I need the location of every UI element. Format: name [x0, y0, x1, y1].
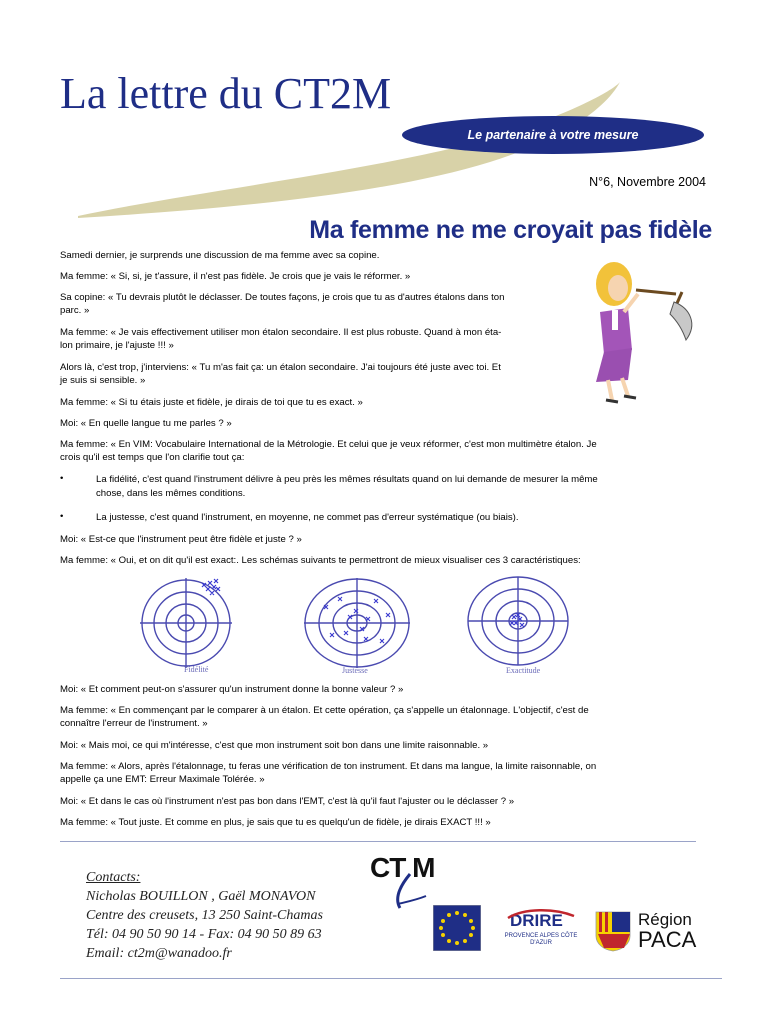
target-justesse	[304, 578, 410, 668]
article-headline: Ma femme ne me croyait pas fidèle	[309, 216, 712, 244]
paragraph-9: Moi: « Est-ce que l'instrument peut être fidèle et juste ? »	[60, 534, 302, 545]
drire-logo-mark	[504, 906, 578, 920]
caption-exactitude: Exactitude	[506, 666, 541, 675]
paragraph-5-line-1: Alors là, c'est trop, j'interviens: « Tu m'as fait ça: un étalon secondaire. J'ai toujours été juste avec toi. Et	[60, 362, 501, 373]
region-paca-logo	[638, 910, 696, 951]
paragraph-13: Moi: « Mais moi, ce qui m'intéresse, c'est que mon instrument soit bon dans une limite raisonnable. »	[60, 740, 489, 751]
paragraph-15: Moi: « Et dans le cas où l'instrument n'est pas bon dans l'EMT, c'est là qu'il faut l'ajuster ou le déclasser ? »	[60, 796, 515, 807]
paragraph-11: Moi: « Et comment peut-on s'assurer qu'un instrument donne la bonne valeur ? »	[60, 684, 404, 695]
contact-names: Nicholas BOUILLON , Gaël MONAVON	[86, 889, 316, 904]
bullet-1-line-1: La fidélité, c'est quand l'instrument délivre à peu près les mêmes résultats quand on lui demande de mesurer la même	[96, 474, 598, 485]
caption-justesse: Justesse	[342, 666, 368, 675]
paragraph-10: Ma femme: « Oui, et on dit qu'il est exact:. Les schémas suivants te permettront de mieux visualiser ces 3 caractéristiques:	[60, 555, 581, 566]
divider-top	[60, 841, 696, 842]
paragraph-14-line-1: Ma femme: « Alors, après l'étalonnage, tu feras une vérification de ton instrument. Et dans ma langue, la limite raisonnable, on	[60, 761, 597, 772]
bullet-marker: •	[60, 511, 64, 522]
bullet-marker: •	[60, 473, 64, 484]
woman-with-axe-illustration	[578, 250, 708, 410]
drire-logo: DRIRE PROVENCE ALPES CÔTE D'AZUR	[504, 911, 578, 946]
tagline-text: Le partenaire à votre mesure	[467, 128, 639, 142]
paragraph-14-line-2: appelle ça une EMT: Erreur Maximale Tolérée. »	[60, 774, 265, 785]
ct2m-logo-swoosh	[380, 870, 440, 910]
paragraph-8-line-2: crois qu'il est temps que l'on clarifie tout ça:	[60, 452, 245, 463]
region-paca-label: PACA	[638, 927, 697, 952]
target-exactitude	[468, 577, 568, 665]
bullet-1	[96, 473, 696, 500]
tagline-badge	[402, 116, 704, 154]
bullet-1-line-2: chose, dans les mêmes conditions.	[96, 487, 246, 499]
paragraph-7: Moi: « En quelle langue tu me parles ? »	[60, 418, 232, 429]
contact-email: Email: ct2m@wanadoo.fr	[86, 946, 232, 961]
paragraph-12-line-1: Ma femme: « En commençant par le comparer à un étalon. Et cette opération, ça s'appelle un étalonnage. L'objectif, c'est de	[60, 705, 589, 716]
paragraph-5-line-2: je suis si sensible. »	[60, 375, 146, 386]
ct2m-logo: CT M	[370, 852, 435, 883]
issue-number: N°6, Novembre 2004	[589, 175, 706, 189]
contact-phone: Tél: 04 90 50 90 14 - Fax: 04 90 50 89 63	[86, 927, 322, 942]
contacts-block	[86, 868, 323, 963]
paragraph-4-line-2: lon primaire, je l'ajuste !!! »	[60, 340, 174, 351]
contact-address: Centre des creusets, 13 250 Saint-Chamas	[86, 908, 323, 923]
contacts-heading: Contacts:	[86, 870, 141, 885]
bullet-2: La justesse, c'est quand l'instrument, en moyenne, ne commet pas d'erreur systématique (ou biais).	[96, 512, 519, 523]
paragraph-16: Ma femme: « Tout juste. Et comme en plus, je sais que tu es quelqu'un de fidèle, je dirais EXACT !!! »	[60, 817, 491, 828]
target-fidelite	[140, 578, 232, 668]
paragraph-6: Ma femme: « Si tu étais juste et fidèle, je dirais de toi que tu es exact. »	[60, 397, 363, 408]
targets-diagram	[140, 575, 700, 680]
paragraph-3-line-1: Sa copine: « Tu devrais plutôt le déclasser. De toutes façons, je crois que tu as d'autres étalons dans ton	[60, 292, 505, 303]
paragraph-4-line-1: Ma femme: « Je vais effectivement utiliser mon étalon secondaire. Il est plus robuste. Quand à mon éta-	[60, 327, 502, 338]
paragraph-3-line-2: parc. »	[60, 305, 90, 316]
divider-bottom	[60, 978, 722, 979]
region-label: Région	[638, 910, 692, 929]
eu-flag-icon	[433, 905, 481, 951]
region-paca-crest-icon	[594, 910, 632, 952]
caption-fidelite: Fidélité	[184, 665, 209, 674]
paragraph-8-line-1: Ma femme: « En VIM: Vocabulaire International de la Métrologie. Et celui que je veux réformer, c'est mon multimètre étalon. Je	[60, 439, 597, 450]
paragraph-12-line-2: connaître l'erreur de l'instrument. »	[60, 718, 208, 729]
newsletter-title: La lettre du CT2M	[60, 69, 392, 118]
paragraph-2: Ma femme: « Si, si, je t'assure, il n'est pas fidèle. Je crois que je vais le réformer. »	[60, 271, 411, 282]
paragraph-1: Samedi dernier, je surprends une discussion de ma femme avec sa copine.	[60, 250, 380, 261]
